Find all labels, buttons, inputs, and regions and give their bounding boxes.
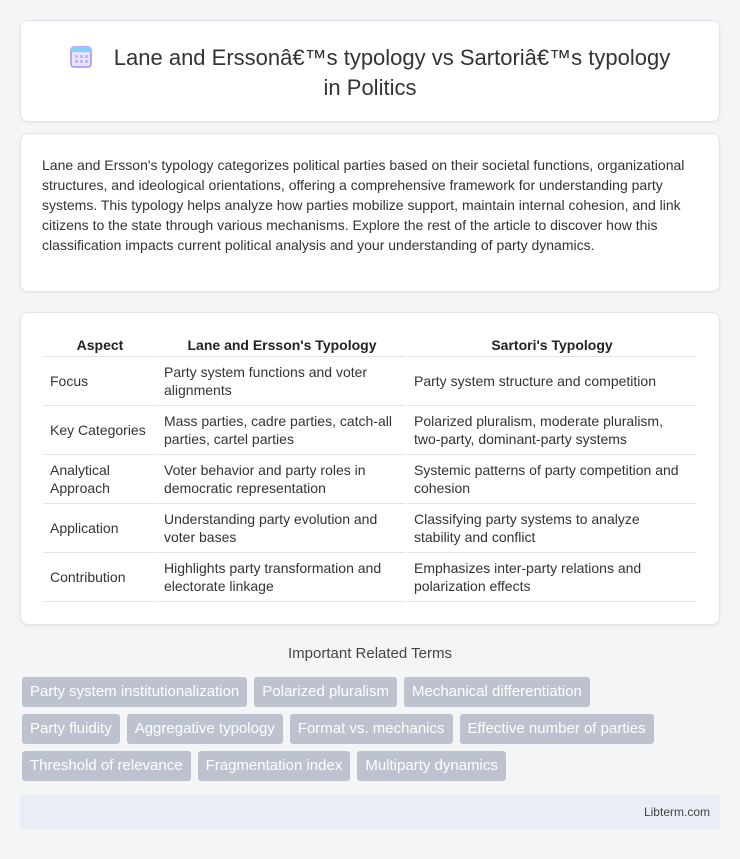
tag-party-fluidity[interactable]: Party fluidity — [22, 714, 120, 744]
row-lane-ersson: Highlights party transformation and electorate linkage — [158, 553, 406, 602]
row-aspect: Analytical Approach — [44, 455, 156, 504]
title-card — [20, 20, 720, 122]
comparison-card — [20, 312, 720, 625]
table-row — [44, 504, 696, 553]
title-line-2: in Politics — [323, 75, 417, 100]
table-row — [44, 357, 696, 406]
tag-row — [22, 714, 722, 744]
table-header-row — [44, 333, 696, 357]
header-sartori: Sartori's Typology — [408, 333, 696, 357]
tag-polarized-pluralism[interactable]: Polarized pluralism — [254, 677, 397, 707]
row-lane-ersson: Party system functions and voter alignments — [158, 357, 406, 406]
tag-effective-number-of-parties[interactable]: Effective number of parties — [460, 714, 654, 744]
related-terms-heading: Important Related Terms — [288, 645, 452, 662]
related-terms-list — [22, 677, 722, 788]
row-aspect: Focus — [44, 357, 156, 406]
row-aspect: Key Categories — [44, 406, 156, 455]
comparison-table — [42, 333, 698, 602]
row-sartori: Polarized pluralism, moderate pluralism, two-party, dominant-party systems — [408, 406, 696, 455]
header-aspect: Aspect — [44, 333, 156, 357]
tag-fragmentation-index[interactable]: Fragmentation index — [198, 751, 351, 781]
row-lane-ersson: Voter behavior and party roles in democratic representation — [158, 455, 406, 504]
title-line-1: Lane and Erssonâ€™s typology vs Sartoriâ€™s typology — [113, 45, 671, 70]
tag-format-vs-mechanics[interactable]: Format vs. mechanics — [290, 714, 453, 744]
intro-paragraph: Lane and Ersson's typology categorizes political parties based on their societal functions, organizational structures, and ideological orientations, offering a comprehensive framework for understanding party systems. This typology helps analyze how parties mobilize support, maintain internal cohesion, and link citizens to the state through various mechanisms. Explore the rest of the article to discover how this classification impacts current political analysis and your understanding of party dynamics. — [42, 157, 685, 253]
tag-party-system-institutionalization[interactable]: Party system institutionalization — [22, 677, 247, 707]
page-title — [21, 43, 719, 103]
row-lane-ersson: Understanding party evolution and voter bases — [158, 504, 406, 553]
calendar-icon — [70, 44, 92, 68]
footer — [20, 795, 720, 829]
tag-threshold-of-relevance[interactable]: Threshold of relevance — [22, 751, 191, 781]
tag-multiparty-dynamics[interactable]: Multiparty dynamics — [357, 751, 506, 781]
table-row — [44, 406, 696, 455]
row-sartori: Party system structure and competition — [408, 357, 696, 406]
header-lane-ersson: Lane and Ersson's Typology — [158, 333, 406, 357]
row-lane-ersson: Mass parties, cadre parties, catch-all parties, cartel parties — [158, 406, 406, 455]
intro-card — [20, 133, 720, 292]
tag-row — [22, 677, 722, 707]
tag-row — [22, 751, 722, 781]
tag-mechanical-differentiation[interactable]: Mechanical differentiation — [404, 677, 590, 707]
tag-aggregative-typology[interactable]: Aggregative typology — [127, 714, 283, 744]
footer-site-link[interactable]: Libterm.com — [643, 805, 710, 819]
row-sartori: Systemic patterns of party competition and cohesion — [408, 455, 696, 504]
row-aspect: Application — [44, 504, 156, 553]
row-sartori: Emphasizes inter-party relations and polarization effects — [408, 553, 696, 602]
row-sartori: Classifying party systems to analyze stability and conflict — [408, 504, 696, 553]
table-row — [44, 455, 696, 504]
table-row — [44, 553, 696, 602]
row-aspect: Contribution — [44, 553, 156, 602]
